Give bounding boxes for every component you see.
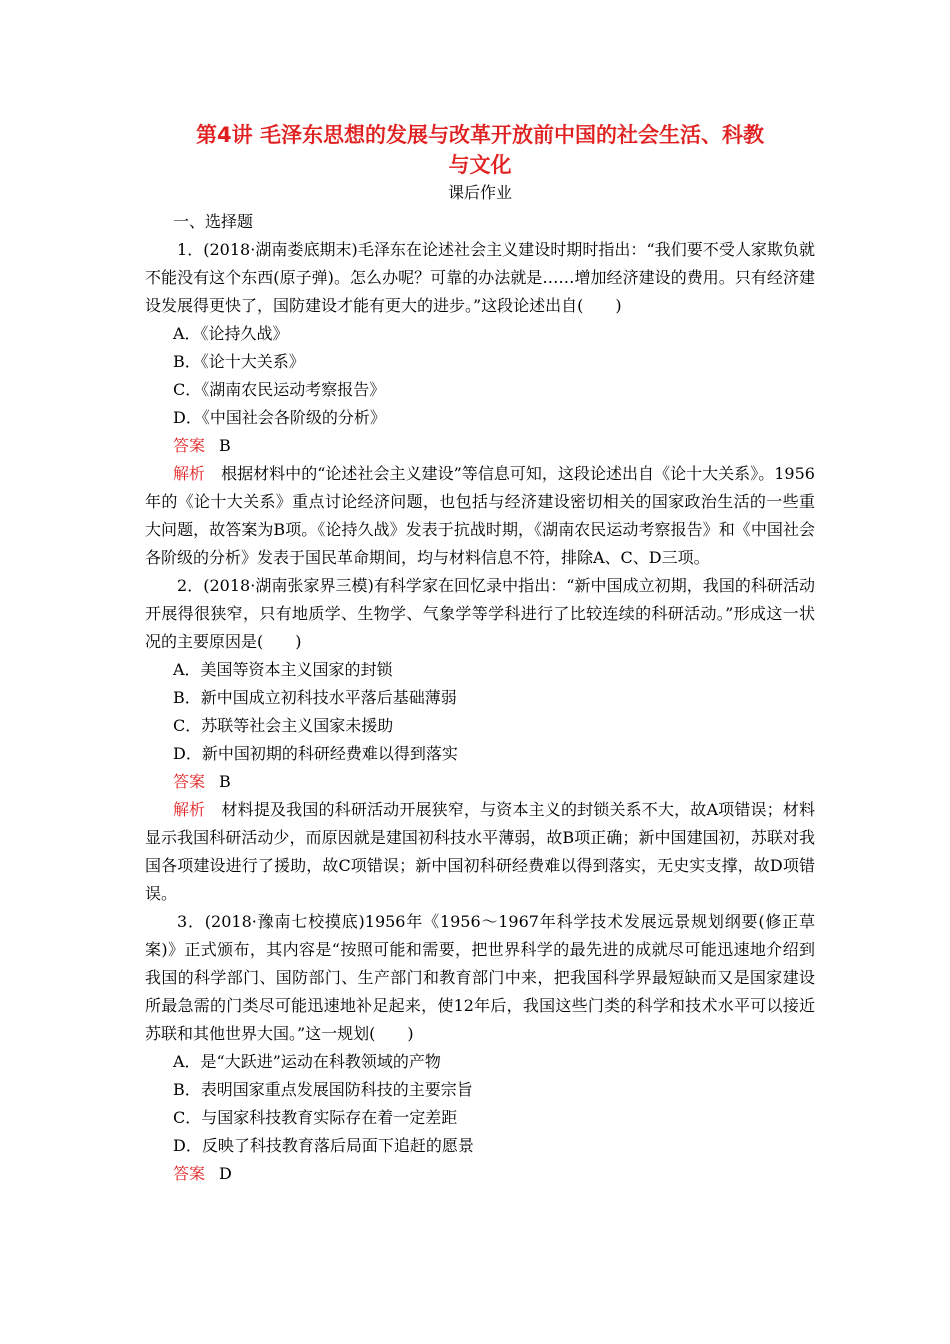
answer-line [173,432,815,460]
option-c: C．苏联等社会主义国家未援助 [173,716,394,735]
question-3 [145,908,815,1188]
question-stem: 1．(2018·湖南娄底期末)毛泽东在论述社会主义建设时期时指出：“我们要不受人家欺负就不能没有这个东西(原子弹)。怎么办呢？可靠的办法就是……增加经济建设的费用。只有经济建设发展得更快了，国防建设才能有更大的进步。”这段论述出自( ) [145,240,815,315]
answer-value: B [219,436,231,455]
answer-value: D [219,1164,232,1183]
analysis-text: 根据材料中的“论述社会主义建设”等信息可知，这段论述出自《论十大关系》。1956年的《论十大关系》重点讨论经济问题，也包括与经济建设密切相关的国家政治生活的一些重大问题，故答案为B项。《论持久战》发表于抗战时期，《湖南农民运动考察报告》和《中国社会各阶级的分析》发表于国民革命期间，均与材料信息不符，排除A、C、D三项。 [145,464,815,567]
option-d: D．《中国社会各阶级的分析》 [173,408,386,427]
option-a: A．美国等资本主义国家的封锁 [173,660,393,679]
answer-line [173,1160,815,1188]
answer-value: B [219,772,231,791]
answer-line [173,768,815,796]
answer-label: 答案 [173,772,206,791]
answer-label: 答案 [173,436,206,455]
option-c: C．与国家科技教育实际存在着一定差距 [173,1108,458,1127]
analysis-text: 材料提及我国的科研活动开展狭窄，与资本主义的封锁关系不大，故A项错误；材料显示我国科研活动少，而原因就是建国初科技水平薄弱，故B项正确；新中国建国初，苏联对我国各项建设进行了援助，故C项错误；新中国初科研经费难以得到落实，无史实支撑，故D项错误。 [145,800,815,903]
option-c: C．《湖南农民运动考察报告》 [173,380,386,399]
document-subtitle: 课后作业 [447,183,512,202]
question-stem: 2．(2018·湖南张家界三模)有科学家在回忆录中指出：“新中国成立初期，我国的科研活动开展得很狭窄，只有地质学、生物学、气象学等学科进行了比较连续的科研活动。”形成这一状况的主要原因是( ) [145,576,815,651]
question-2 [145,572,815,908]
option-b: B．《论十大关系》 [173,352,305,371]
analysis-paragraph [145,460,815,572]
option-d: D．新中国初期的科研经费难以得到落实 [173,744,458,763]
question-1 [145,236,815,572]
question-stem: 3．(2018·豫南七校摸底)1956年《1956～1967年科学技术发展远景规划纲要(修正草案)》正式颁布，其内容是“按照可能和需要，把世界科学的最先进的成就尽可能迅速地介绍到我国的科学部门、国防部门、生产部门和教育部门中来，把我国科学界最短缺而又是国家建设所最急需的门类尽可能迅速地补足起来，使12年后，我国这些门类的科学和技术水平可以接近苏联和其他世界大国。”这一规划( ) [145,912,815,1043]
analysis-paragraph [145,796,815,908]
option-b: B．新中国成立初科技水平落后基础薄弱 [173,688,457,707]
option-a: A．《论持久战》 [173,324,289,343]
option-b: B．表明国家重点发展国防科技的主要宗旨 [173,1080,473,1099]
document-page [145,120,815,1188]
document-title-line1: 第4讲 毛泽东思想的发展与改革开放前中国的社会生活、科教 [196,123,764,147]
option-a: A．是“大跃进”运动在科教领域的产物 [173,1052,441,1071]
document-title-line2: 与文化 [448,153,512,177]
answer-label: 答案 [173,1164,206,1183]
section-heading: 一、选择题 [173,212,254,231]
option-d: D．反映了科技教育落后局面下追赶的愿景 [173,1136,474,1155]
analysis-label: 解析 [173,800,206,819]
analysis-label: 解析 [173,464,206,483]
